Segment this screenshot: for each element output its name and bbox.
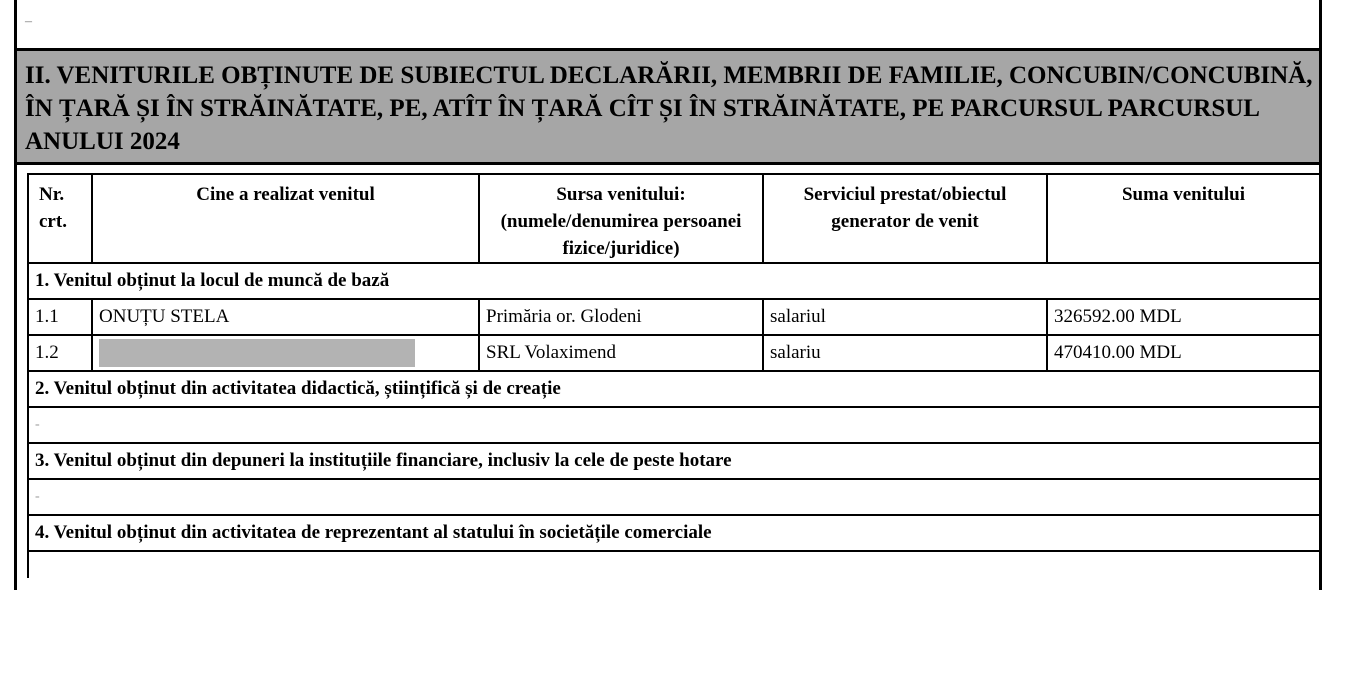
section-row-2 [28,371,1320,407]
row-cine: ONUȚU STELA [92,299,479,335]
row-suma: 470410.00 MDL [1047,335,1320,371]
section-title: II. VENITURILE OBȚINUTE DE SUBIECTUL DECLARĂRII, MEMBRII DE FAMILIE, CONCUBIN/CONCUBINĂ, ÎN ȚARĂ ȘI ÎN STRĂINĂTATE, PE, ATÎT ÎN ȚARĂ CÎT ȘI ÎN STRĂINĂTATE, PE PARCURSUL PARCURSUL ANULUI 2024 [25,62,1313,155]
table-row [28,335,1320,371]
empty-row [28,479,1320,515]
empty-row [28,551,1320,578]
previous-section-box [17,0,1319,51]
section-row-3 [28,443,1320,479]
empty-dash: - [28,479,1320,515]
section-3-title: 3. Venitul obținut din depuneri la instituțiile financiare, inclusiv la cele de peste hotare [28,443,1320,479]
row-nr: 1.1 [28,299,92,335]
declaration-frame [14,0,1322,590]
row-suma: 326592.00 MDL [1047,299,1320,335]
section-2-title: 2. Venitul obținut din activitatea didactică, științifică și de creație [28,371,1320,407]
row-cine-redacted [92,335,479,371]
section-row-4 [28,515,1320,551]
empty-row [28,407,1320,443]
header-serviciu: Serviciul prestat/obiectul generator de venit [763,174,1047,263]
header-sursa: Sursa venitului: (numele/denumirea persoanei fizice/juridice) [479,174,763,263]
section-4-title: 4. Venitul obținut din activitatea de reprezentant al statului în societățile comerciale [28,515,1320,551]
section-banner [17,51,1319,165]
empty-dash: - [28,407,1320,443]
redacted-block [99,339,415,367]
header-suma: Suma venitului [1047,174,1320,263]
row-serviciu: salariu [763,335,1047,371]
income-table [27,173,1321,578]
empty-dash: – [25,14,32,29]
table-header-row [28,174,1320,263]
row-nr: 1.2 [28,335,92,371]
header-cine: Cine a realizat venitul [92,174,479,263]
table-row [28,299,1320,335]
row-serviciu: salariul [763,299,1047,335]
row-sursa: Primăria or. Glodeni [479,299,763,335]
empty-cell [28,551,1320,578]
section-1-title: 1. Venitul obținut la locul de muncă de bază [28,263,1320,299]
section-row-1 [28,263,1320,299]
header-nr: Nr. crt. [28,174,92,263]
row-sursa: SRL Volaximend [479,335,763,371]
